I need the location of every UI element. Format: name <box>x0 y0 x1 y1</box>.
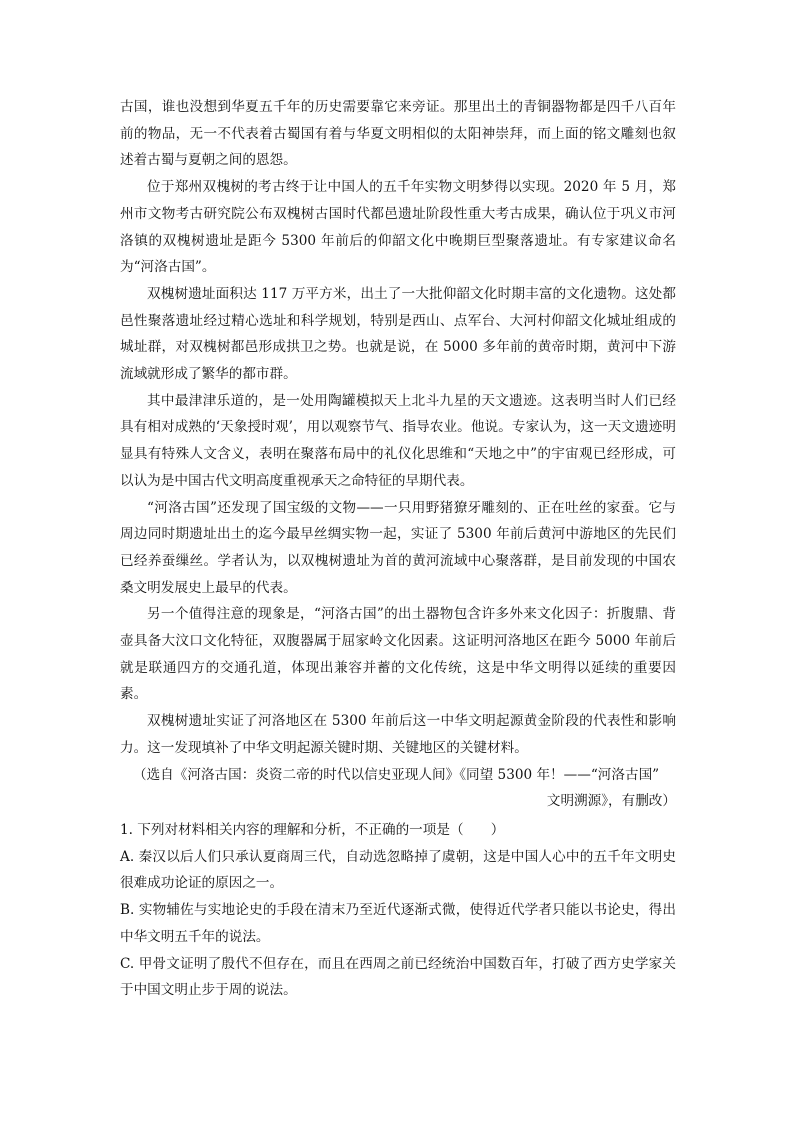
question-option-a: A. 秦汉以后人们只承认夏商周三代，自动选忽略掉了虞朝，这是中国人心中的五千年文明史很难成功论证的原因之一。 <box>120 848 676 892</box>
article-paragraph-3: 双槐树遗址面积达 117 万平方米，出土了一大批仰韶文化时期丰富的文化遗物。这处都邑性聚落遗址经过精心选址和科学规划，特别是西山、点军台、大河村仰韶文化城址组成的城址群，对双槐树都邑形成拱卫之势。也就是说，在 5000 多年前的黄帝时期，黄河中下游流域就形成了繁华的都市群。 <box>120 285 676 383</box>
source-citation-line-2: 文明溯源》，有删改） <box>546 793 676 810</box>
article-paragraph-7: 双槐树遗址实证了河洛地区在 5300 年前后这一中华文明起源黄金阶段的代表性和影响力。这一发现填补了中华文明起源关键时期、关键地区的关键材料。 <box>120 713 676 756</box>
article-paragraph-1: 古国，谁也没想到华夏五千年的历史需要靠它来旁证。那里出土的青铜器物都是四千八百年前的物品，无一不代表着古蜀国有着与华夏文明相似的太阳神崇拜，而上面的铭文雕刻也叙述着古蜀与夏朝之间的恩怨。 <box>120 99 676 169</box>
article-paragraph-4: 其中最津津乐道的，是一处用陶罐模拟天上北斗九星的天文遗迹。这表明当时人们已经具有相对成熟的‘天象授时观’，用以观察节气、指导农业。他说。专家认为，这一天文遗迹明显具有特殊人文含义，表明在聚落布局中的礼仪化思维和“天地之中”的宇宙观已经形成，可以认为是中国古代文明高度重视承天之命特征的早期代表。 <box>120 392 676 489</box>
source-citation-line-1: （选自《河洛古国：炎资二帝的时代以信史亚现人间》《同望 5300 年！——“河洛古国” <box>133 766 660 783</box>
article-paragraph-2: 位于郑州双槐树的考古终于让中国人的五千年实物文明梦得以实现。2020 年 5 月，郑州市文物考古研究院公布双槐树古国时代都邑遗址阶段性重大考古成果，确认位于巩义市河洛镇的双槐树遗址是距今 5300 年前后的仰韶文化中晚期巨型聚落遗址。有专家建议命名为“河洛古国”。 <box>120 179 676 276</box>
question-option-b: B. 实物辅佐与实地论史的手段在清末乃至近代逐渐式微，使得近代学者只能以书论史，得出中华文明五千年的说法。 <box>120 902 676 945</box>
question-title: 1. 下列对材料相关内容的理解和分析，不正确的一项是（ ） <box>120 821 505 838</box>
document-page <box>120 94 676 1004</box>
article-paragraph-6: 另一个值得注意的现象是，“河洛古国”的出土器物包含许多外来文化因子：折腹鼎、背壶具备大汶口文化特征，双腹器属于屈家岭文化因素。这证明河洛地区在距今 5000 年前后就是联通四方的交通孔道，体现出兼容并蓄的文化传统，这是中华文明得以延续的重要因素。 <box>120 606 676 703</box>
article-paragraph-5: “河洛古国”还发现了国宝级的文物——一只用野猪獠牙雕刻的、正在吐丝的家蚕。它与周边同时期遗址出土的迄今最早丝绸实物一起，实证了 5300 年前后黄河中游地区的先民们已经养蚕缫丝。学者认为，以双槐树遗址为首的黄河流域中心聚落群，是目前发现的中国农桑文明发展史上最早的代表。 <box>120 499 676 596</box>
question-option-c: C. 甲骨文证明了殷代不但存在，而且在西周之前已经统治中国数百年，打破了西方史学家关于中国文明止步于周的说法。 <box>120 955 676 999</box>
